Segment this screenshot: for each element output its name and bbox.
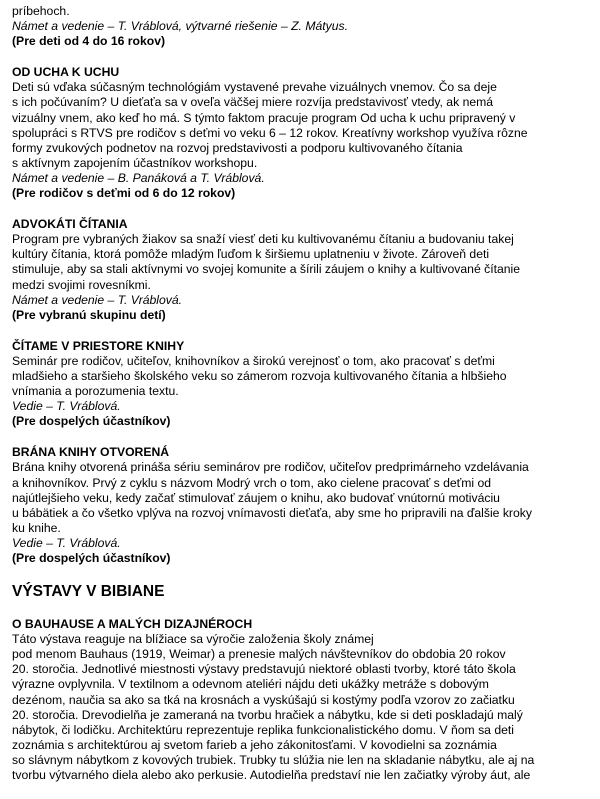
paragraph-line: spolupráci s RTVS pre rodičov s deťmi vo veku 6 – 12 rokov. Kreatívny workshop využíva rôzne — [12, 125, 528, 140]
major-heading: VÝSTAVY V BIBIANE — [12, 583, 165, 601]
paragraph-line: vnímania a porozumenia textu. — [12, 384, 179, 399]
section-od-ucha-k-uchu — [12, 65, 592, 201]
paragraph-line: kultúry čítania, ktorá pomôže mladým ľuďom k širšiemu uplatneniu v živote. Zároveň deti — [12, 247, 490, 262]
intro-tail-text: príbehoch. — [12, 4, 70, 18]
section-title: BRÁNA KNIHY OTVORENÁ — [12, 445, 170, 460]
section-credit: Vedie – T. Vráblová. — [12, 399, 121, 414]
section-citame-v-priestore-knihy — [12, 339, 592, 430]
paragraph-line: s ich počúvaním? U dieťaťa sa v oveľa väčšej miere rozvíja predstavivosť vtedy, ak nemá — [12, 95, 494, 110]
section-title: OD UCHA K UCHU — [12, 65, 120, 80]
paragraph-line: pod menom Bauhaus (1919, Weimar) a prenesie malých návštevníkov do obdobia 20 rokov — [12, 647, 506, 662]
section-credit: Námet a vedenie – B. Panáková a T. Vráblová. — [12, 170, 265, 185]
paragraph-line: Deti sú vďaka súčasným technológiám vystavené prevahe vizuálnych vnemov. Čo sa deje — [12, 80, 497, 95]
paragraph-line: so slávnym nábytkom z kovových trubiek. Trubky tu slúžia nie len na skladanie nábytku, ale aj na — [12, 752, 535, 767]
intro-audience: (Pre deti od 4 do 16 rokov) — [12, 34, 166, 49]
paragraph-line: tvorbu výtvarného diela alebo ako perkusie. Autodielňa predstaví nie len začiatky výroby áut, ale — [12, 768, 531, 783]
paragraph-line: nábytok, či lodičku. Architektúru reprezentuje replika funkcionalistického domu. V ňom sa deti — [12, 722, 514, 737]
paragraph-line: medzi svojimi rovesníkmi. — [12, 277, 151, 292]
paragraph-line: 20. storočia. Drevodielňa je zameraná na tvorbu hračiek a nábytku, kde si deti poskladajú malý — [12, 707, 523, 722]
paragraph-line: vizuálny vnem, ako keď ho má. S týmto faktom pracuje program Od ucha k uchu pripravený v — [12, 110, 516, 125]
paragraph-line: ku knihe. — [12, 520, 61, 535]
paragraph-line: s aktívnym zapojením účastníkov workshopu. — [12, 155, 258, 170]
section-audience: (Pre dospelých účastníkov) — [12, 414, 171, 429]
paragraph-line: Seminár pre rodičov, učiteľov, knihovníkov a širokú verejnosť o tom, ako pracovať s deťmi — [12, 353, 495, 368]
section-bauhaus — [12, 617, 592, 783]
section-advokati-citania — [12, 217, 592, 323]
paragraph-line: najútlejšieho veku, kedy začať stimulovať záujem o knihu, ako budovať vnútornú motiváciu — [12, 490, 500, 505]
section-title: O BAUHAUSE A MALÝCH DIZAJNÉROCH — [12, 617, 253, 632]
paragraph-line: formy zvukových podnetov na rozvoj predstavivosti a podporu kultivovaného čítania — [12, 140, 463, 155]
paragraph-line: a knihovníkov. Prvý z cyklu s názvom Modrý vrch o tom, ako cielene pracovať s deťmi od — [12, 475, 492, 490]
paragraph-line: dezénom, naučia sa ako sa tká na krosnách a vyskúšajú si kostýmy podľa vzorov zo začiatku — [12, 692, 515, 707]
section-brana-knihy-otvorena — [12, 445, 592, 566]
paragraph-line: zoznámia s architektúrou aj svetom farieb a jeho zákonitosťami. V kovodielni sa zoznámia — [12, 737, 497, 752]
paragraph-line: 20. storočia. Jednotlivé miestnosti výstavy predstavujú niektoré oblasti tvorby, ktoré táto škola — [12, 662, 516, 677]
paragraph-line: Brána knihy otvorená prináša sériu seminárov pre rodičov, učiteľov predprimárneho vzdelávania — [12, 460, 529, 475]
intro-credit: Námet a vedenie – T. Vráblová, výtvarné riešenie – Z. Mátyus. — [12, 19, 348, 34]
paragraph-line: Program pre vybraných žiakov sa snaží viesť deti ku kultivovanému čítaniu a budovaniu takej — [12, 232, 514, 247]
paragraph-line: výrazne ovplyvnila. V textilnom a odevnom ateliéri nájdu deti ukážky metráže s dobovým — [12, 677, 489, 692]
section-title: ADVOKÁTI ČÍTANIA — [12, 217, 128, 232]
paragraph-line: mladšieho a staršieho školského veku so zámerom rozvoja kultivovaného čítania a hlbšieho — [12, 368, 507, 383]
paragraph-line: stimuluje, aby sa stali aktívnymi vo svojej komunite a šírili záujem o knihy a kultivované čítanie — [12, 262, 521, 277]
section-title: ČÍTAME V PRIESTORE KNIHY — [12, 338, 185, 353]
paragraph-line: u bábätiek a čo všetko vplýva na rozvoj vnímavosti dieťaťa, aby sme ho pripravili na ďalšie kroky — [12, 505, 532, 520]
section-audience: (Pre dospelých účastníkov) — [12, 551, 171, 565]
paragraph-line: Táto výstava reaguje na blížiace sa výročie založenia školy známej — [12, 632, 374, 647]
section-audience: (Pre rodičov s deťmi od 6 do 12 rokov) — [12, 186, 236, 201]
section-credit: Námet a vedenie – T. Vráblová. — [12, 292, 183, 307]
document-page — [12, 4, 592, 783]
section-credit: Vedie – T. Vráblová. — [12, 535, 121, 550]
section-audience: (Pre vybranú skupinu detí) — [12, 307, 166, 322]
